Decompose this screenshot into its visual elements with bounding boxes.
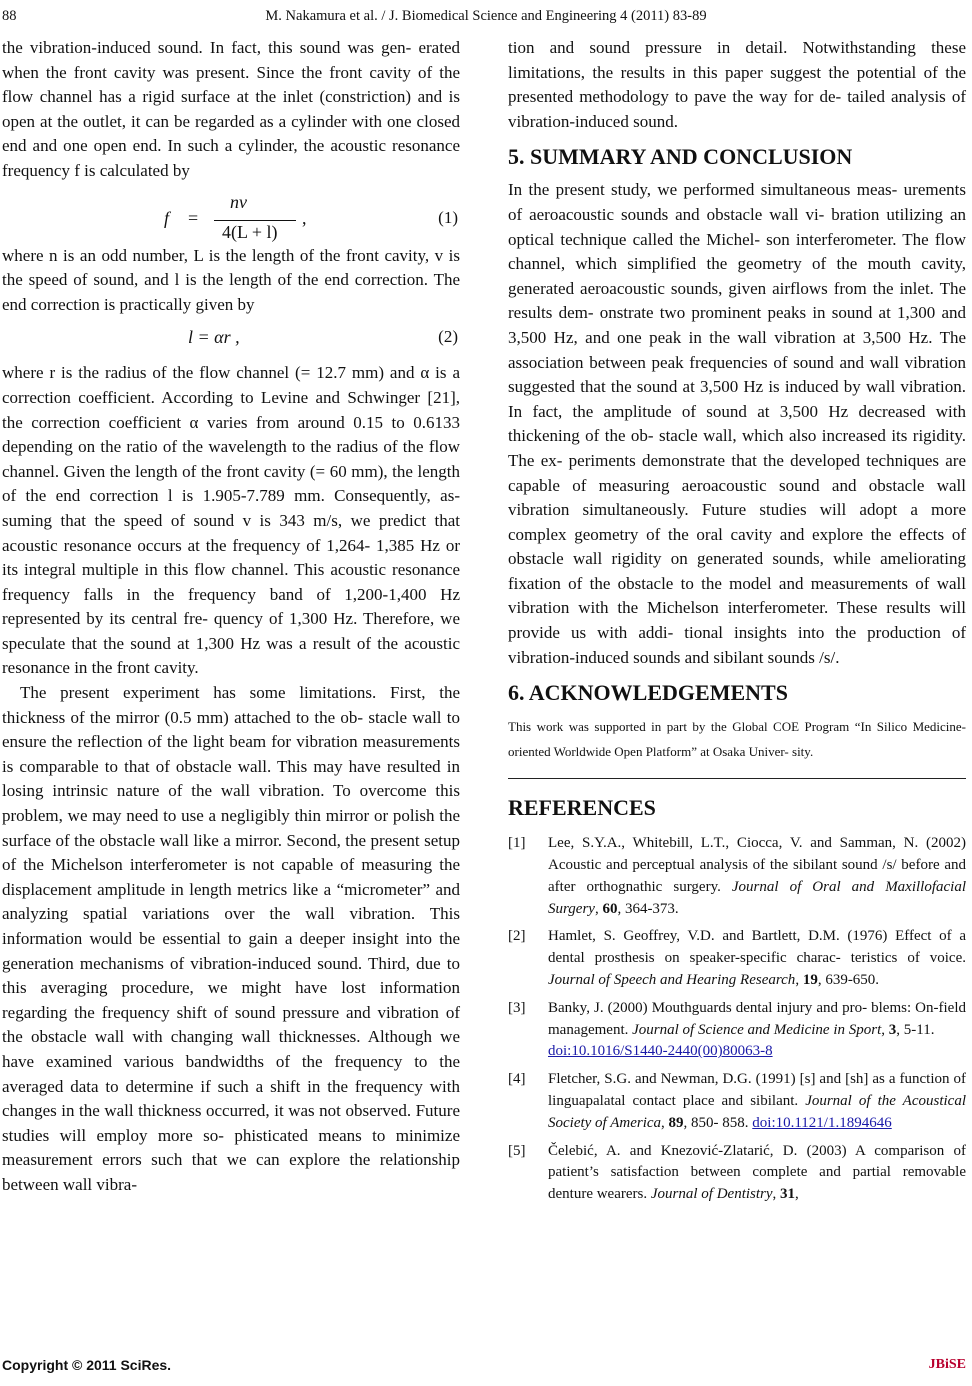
running-head: M. Nakamura et al. / J. Biomedical Science and Engineering 4 (2011) 83-89 [265,8,707,24]
eq1-lhs: f [164,207,170,228]
reference-separator: , [795,972,803,989]
equation-number: (1) [438,207,458,227]
copyright-notice: Copyright © 2011 SciRes. [2,1357,172,1373]
eq1-denominator: 4(L + l) [222,221,278,242]
reference-item [508,926,966,991]
reference-text: Fletcher, S.G. and Newman, D.G. (1991) [s] and [sh] as a function of linguapalatal contact place and sibilant. [548,1071,966,1110]
reference-pages: , 364-373. [617,900,679,917]
reference-pages: , 639-650. [817,972,880,989]
right-column [508,36,966,1212]
reference-text: Banky, J. (2000) Mouthguards dental injury and pro- blems: On-field management. [548,999,966,1038]
reference-item [508,1141,966,1206]
reference-pages: , [795,1186,799,1203]
reference-separator: , [594,900,603,917]
reference-pages: , 5-11. [896,1021,935,1038]
reference-item [508,833,966,920]
eq1-numerator: nv [230,191,247,212]
reference-text: Čelebić, A. and Knezović-Zlatarić, D. (2003) A comparison of patient’s satisfaction between complete and partial removable denture wearers. [548,1142,966,1203]
reference-pages: , 850- 858. [683,1114,749,1131]
reference-number: [2] [508,928,526,945]
doi-link[interactable]: doi:10.1016/S1440-2440(00)80063-8 [548,1043,773,1060]
reference-separator: , [881,1021,889,1038]
reference-text: Hamlet, S. Geoffrey, V.D. and Bartlett, D.M. (1976) Effect of a dental prosthesis on speaker-specific charac- teristics of voice. [548,928,966,967]
reference-text: Lee, S.Y.A., Whitebill, L.T., Ciocca, V. and Samman, N. (2002) Acoustic and perceptual analysis of the sibilant sound /s/ before and after orthognathic surgery. [548,835,966,895]
reference-journal: Journal of the Acoustical Society of America [548,1093,967,1131]
reference-separator: , [772,1186,781,1203]
reference-item [508,1069,966,1134]
paragraph: where r is the radius of the flow channel (= 12.7 mm) and α is a correction coefficient. According to Levine and Schwinger [21], the correction coefficient α varies from around 0.15 to 0.6133 depending on the ratio of the wavelength to the radius of the flow channel. Given the length of the front cavity (= 60 mm), the length of the end correction l is 1.905-7.789 mm. Consequently, as- suming that the speed of sound v is 343 m/s, we predict that acoustic resonance occurs at the frequency of 1,264- 1,385 Hz or its integral multiple in this flow channel. This acoustic resonance frequency falls in the frequency band of 1,200-1,400 Hz represented by its central fre- quency of 1,300 Hz. Therefore, we speculate that the sound at 1,300 Hz was a result of the acoustic resonance in the front cavity. [2,363,460,678]
reference-number: [1] [508,835,526,852]
reference-number: [4] [508,1071,526,1088]
reference-journal: Journal of Dentistry [650,1186,773,1203]
paragraph: the vibration-induced sound. In fact, this sound was gen- erated when the front cavity was present. Since the front cavity of the flow channel has a rigid surface at the inlet (constriction) and is open at the outlet, it can be regarded as a cylinder with one closed end and one open end. In such a cylinder, the acoustic resonance frequency f is calculated by [2,38,460,180]
section-heading-acknowledgements: 6. ACKNOWLEDGEMENTS [508,680,788,706]
equation-1 [2,184,460,244]
paragraph: The present experiment has some limitations. First, the thickness of the mirror (0.5 mm) attached to the ob- stacle wall to ensure the reflection of the light beam for vibration measurements is comparable to that of obstacle wall. This may have resulted in losing intrinsic nature of the wall vibration. To overcome this problem, we may need to use a negligibly thin mirror or polish the surface of the obstacle wall like a mirror. Second, the present setup of the Michelson interferometer is not capable of measuring the displacement amplitude in length metrics like a “micrometer” and analyzing spatial variations over the wall vibration. This information would be essential to gain a deeper insight into the generation mechanisms of vibration-induced sound. Third, due to this averaging procedure, we might have lost information regarding the frequency shift of sound pressure and vibration of the obstacle wall with changing wall thicknesses. Although we have examined various bandwidths of the frequency to the averaged data to determine if such a shift in the frequency with changes in the wall thickness occurred, it was not observed. Future studies will employ more so- phisticated means to minimize measurement errors such that we can explore the relationship between wall vibra- [2,683,460,1194]
reference-separator: , [661,1114,669,1131]
reference-volume: 19 [802,972,818,989]
running-header [0,8,972,30]
paragraph: In the present study, we performed simultaneous meas- urements of aeroacoustic sounds and obstacle wall vi- bration utilizing an optical technique called the Michel- son interferometer. The flow channel, which simplified the geometry of the mouth cavity, generated aeroacoustic sounds, given airflows from the inlet. The results dem- onstrate two prominent peaks in sound at 1,300 and 3,500 Hz, and one peak in the wall vibration at 3,500 Hz. The association between peak frequencies of sound and wall vibration suggested that the sound at 3,500 Hz is induced by wall vibration. In fact, the amplitude of sound at 3,500 Hz decreased with thickening of the ob- stacle wall, which also increased its rigidity. The ex- periments demonstrate that the developed techniques are capable of measuring aeroacoustic sound and obstacle wall vibration simultaneously. Future studies will adopt a more complex geometry of the oral cavity and explore the effects of obstacle wall rigidity on generated sounds, while ameliorating fixation of the obstacle to the model and measurements of wall vibration with the Michelson interferometer. These results will provide us with addi- tional insights into the production of vibration-induced sounds and sibilant sounds /s/. [508,180,966,667]
reference-volume: 31 [780,1186,796,1203]
paragraph: tion and sound pressure in detail. Notwithstanding these limitations, the results in this paper suggest the potential of the presented methodology to pave the way for de- tailed analysis of vibration-induced sound. [508,38,966,131]
reference-volume: 3 [888,1021,897,1038]
reference-volume: 60 [602,900,618,917]
reference-journal: Journal of Science and Medicine in Sport [632,1021,882,1038]
journal-abbreviation: JBiSE [928,1357,966,1372]
left-column [2,36,460,1198]
reference-item [508,998,966,1063]
reference-number: [5] [508,1142,526,1159]
doi-link[interactable]: doi:10.1121/1.1894646 [752,1114,892,1131]
reference-number: [3] [508,999,526,1016]
reference-volume: 89 [668,1114,684,1131]
section-heading-summary: 5. SUMMARY AND CONCLUSION [508,144,853,170]
eq1-equals: = [188,207,199,228]
equation-number: (2) [438,327,458,347]
eq1-comma: , [302,207,307,228]
eq2-expression: l = αr , [188,327,240,348]
divider [508,778,966,779]
page-number: 88 [2,8,17,24]
equation-2 [2,317,460,361]
references-section [508,793,966,1206]
acknowledgement-text: This work was supported in part by the Global COE Program “In Silico Medicine-oriented Worldwide Open Platform” at Osaka Univer- sity. [508,719,966,760]
reference-journal: Journal of Oral and Maxillofacial Surgery [548,878,967,917]
references-heading: REFERENCES [508,795,656,821]
paragraph: where n is an odd number, L is the length of the front cavity, v is the speed of sound, and l is the length of the end correction. The end correction is practically given by [2,245,460,314]
reference-journal: Journal of Speech and Hearing Research [548,972,796,989]
